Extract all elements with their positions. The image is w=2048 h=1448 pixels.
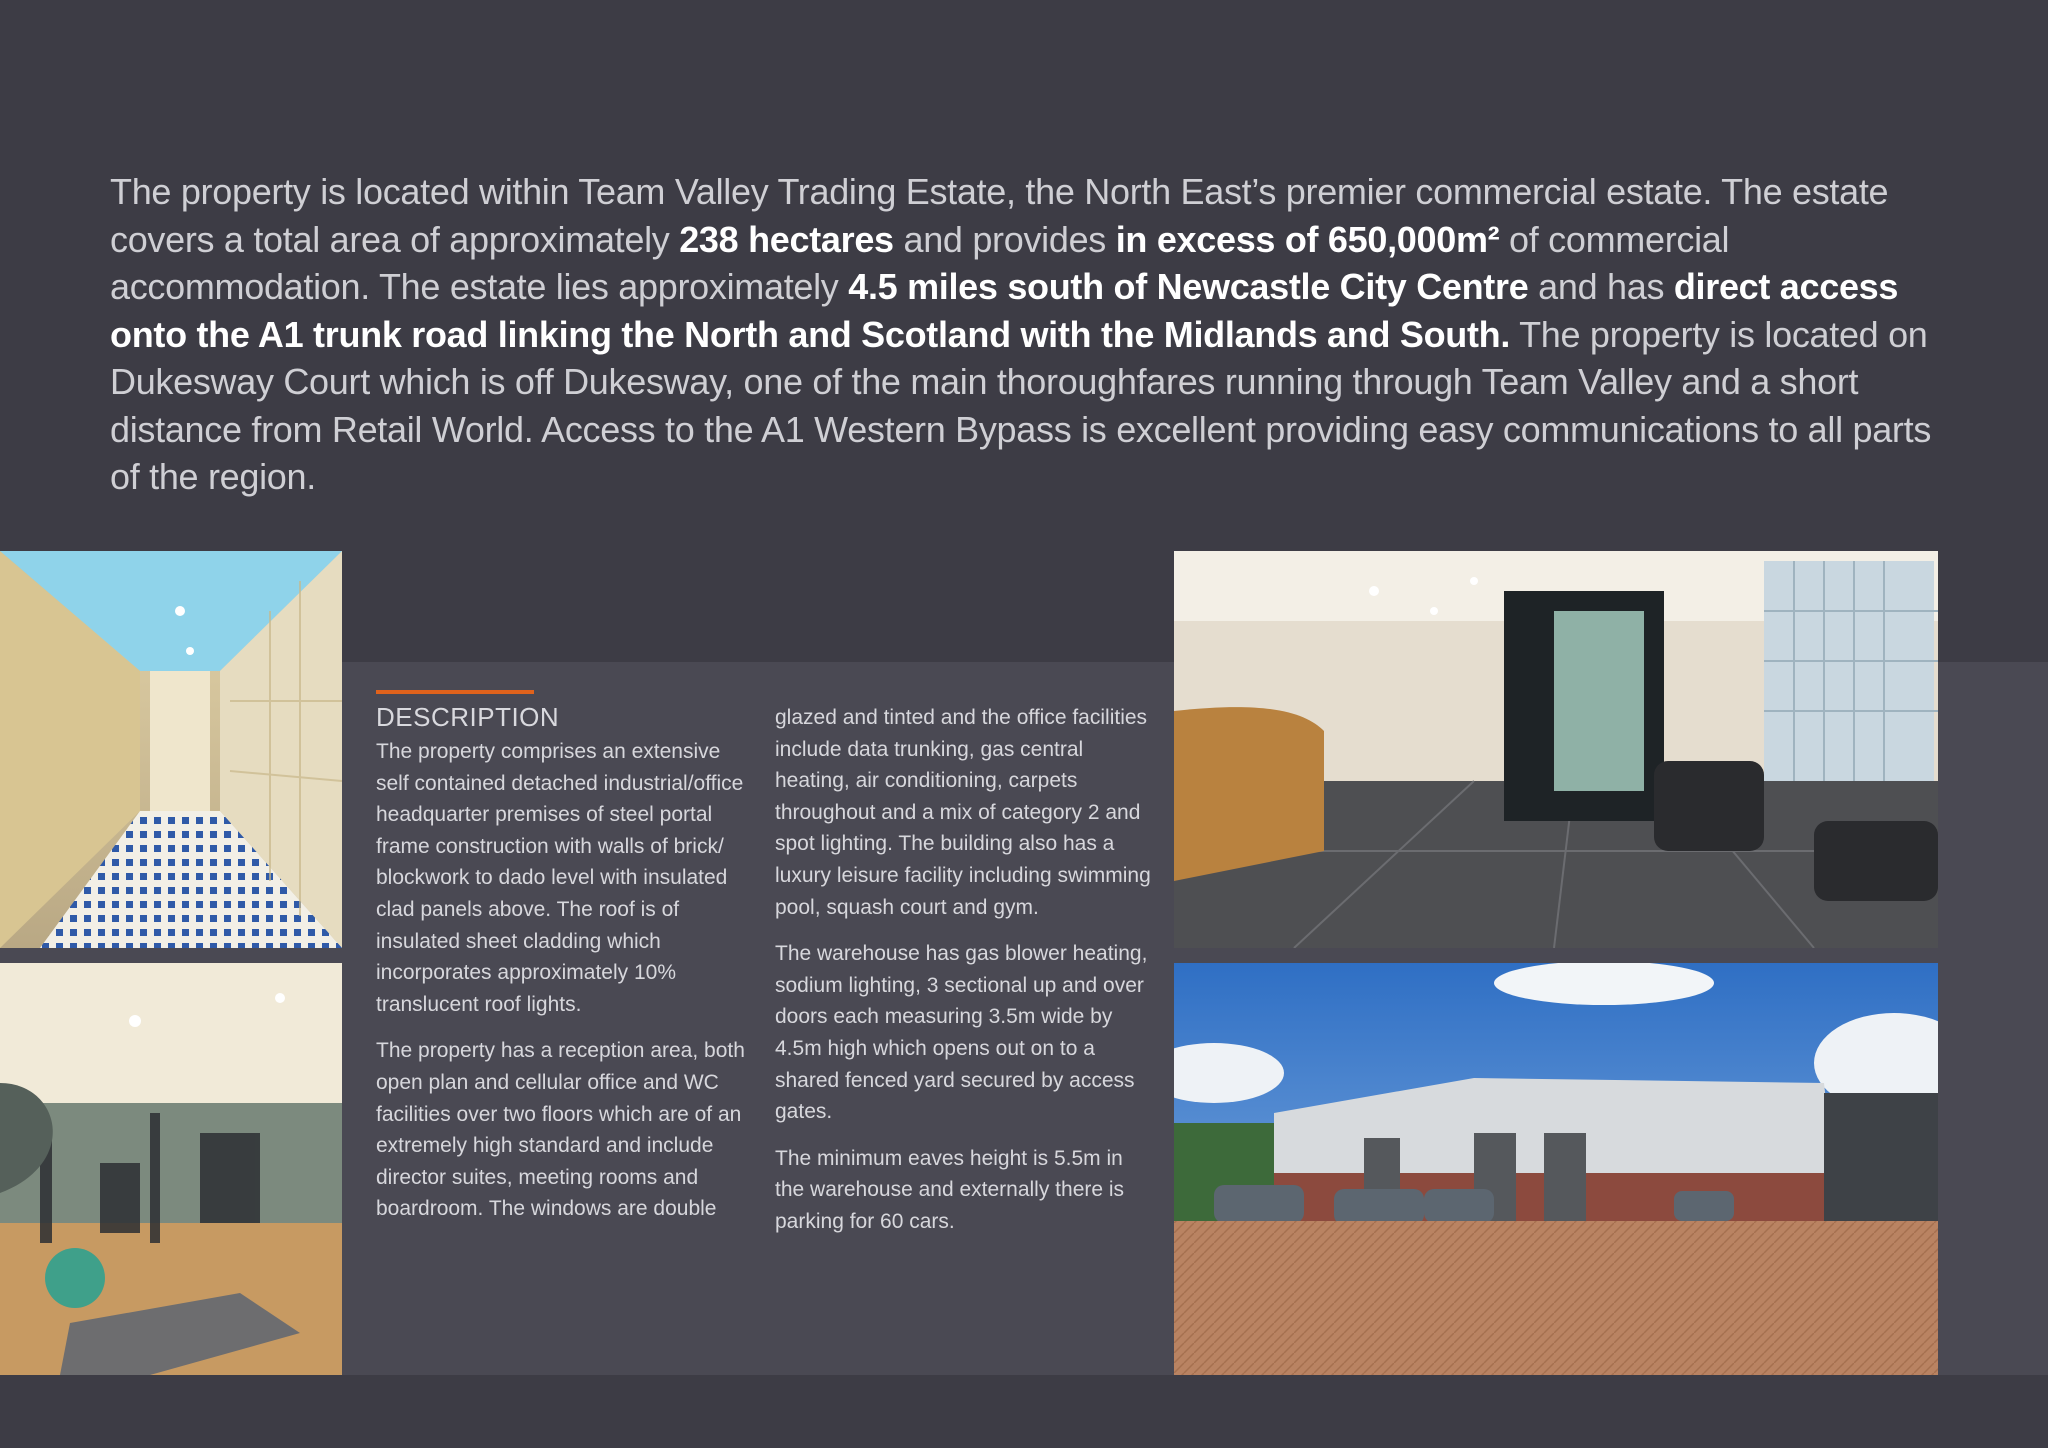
corridor-photo — [0, 551, 342, 948]
warehouse-exterior-photo — [1174, 963, 1938, 1375]
description-paragraph: glazed and tinted and the office facilities include data trunking, gas central heating, air conditioning, carpets throughout and a mix of category 2 and spot lighting. The building also has a luxury leisure facility including swimming pool, squash court and gym. — [775, 706, 1151, 919]
reception-photo — [1174, 551, 1938, 948]
gym-photo — [0, 963, 342, 1375]
intro-bold-access: direct access onto the A1 trunk road linking the North and Scotland with the Midlands and South. — [110, 266, 1899, 355]
description-paragraph: The minimum eaves height is 5.5m in the warehouse and externally there is parking for 60 cars. — [775, 1146, 1125, 1233]
location-intro-paragraph — [110, 168, 1940, 501]
intro-text-4: and has — [1528, 266, 1674, 307]
description-column-1 — [376, 736, 756, 1240]
description-heading: DESCRIPTION — [376, 702, 560, 732]
intro-text-3: of commercial accommodation. The estate lies approximately — [110, 218, 1730, 307]
intro-bold-hectares: 238 hectares — [679, 218, 894, 260]
description-paragraph: The property comprises an extensive self contained detached industrial/office headquarter premises of steel portal frame construction with walls of brick/ blockwork to dado level with insulated clad panels above. The roof is of insulated sheet cladding which incorporates approximately 10% translucent roof lights. — [376, 740, 744, 1016]
description-accent-rule — [376, 690, 534, 694]
intro-text-2: and provides — [893, 218, 1116, 260]
description-paragraph: The property has a reception area, both open plan and cellular office and WC facilities over two floors which are of an extremely high standard and include director suites, meeting rooms and boardroom. The windows are double — [376, 1039, 745, 1221]
intro-bold-distance: 4.5 miles south of Newcastle City Centre — [848, 266, 1529, 307]
intro-text-5: The property is located on Dukesway Court which is off Dukesway, one of the main thoroughfares running through Team Valley and a short distance from Retail World. Access to the A1 Western Bypass is excellent providing easy communications to all parts of the region. — [110, 313, 1932, 497]
description-paragraph: The warehouse has gas blower heating, sodium lighting, 3 sectional up and over doors each measuring 3.5m wide by 4.5m high which opens out on to a shared fenced yard secured by access gates. — [775, 942, 1148, 1124]
bottom-strip — [0, 1375, 2048, 1448]
intro-text-1: The property is located within Team Valley Trading Estate, the North East’s premier commercial estate. The estate covers a total area of approximately — [110, 171, 1889, 260]
description-column-2 — [775, 702, 1155, 1253]
intro-bold-area: in excess of 650,000m² — [1115, 218, 1500, 260]
